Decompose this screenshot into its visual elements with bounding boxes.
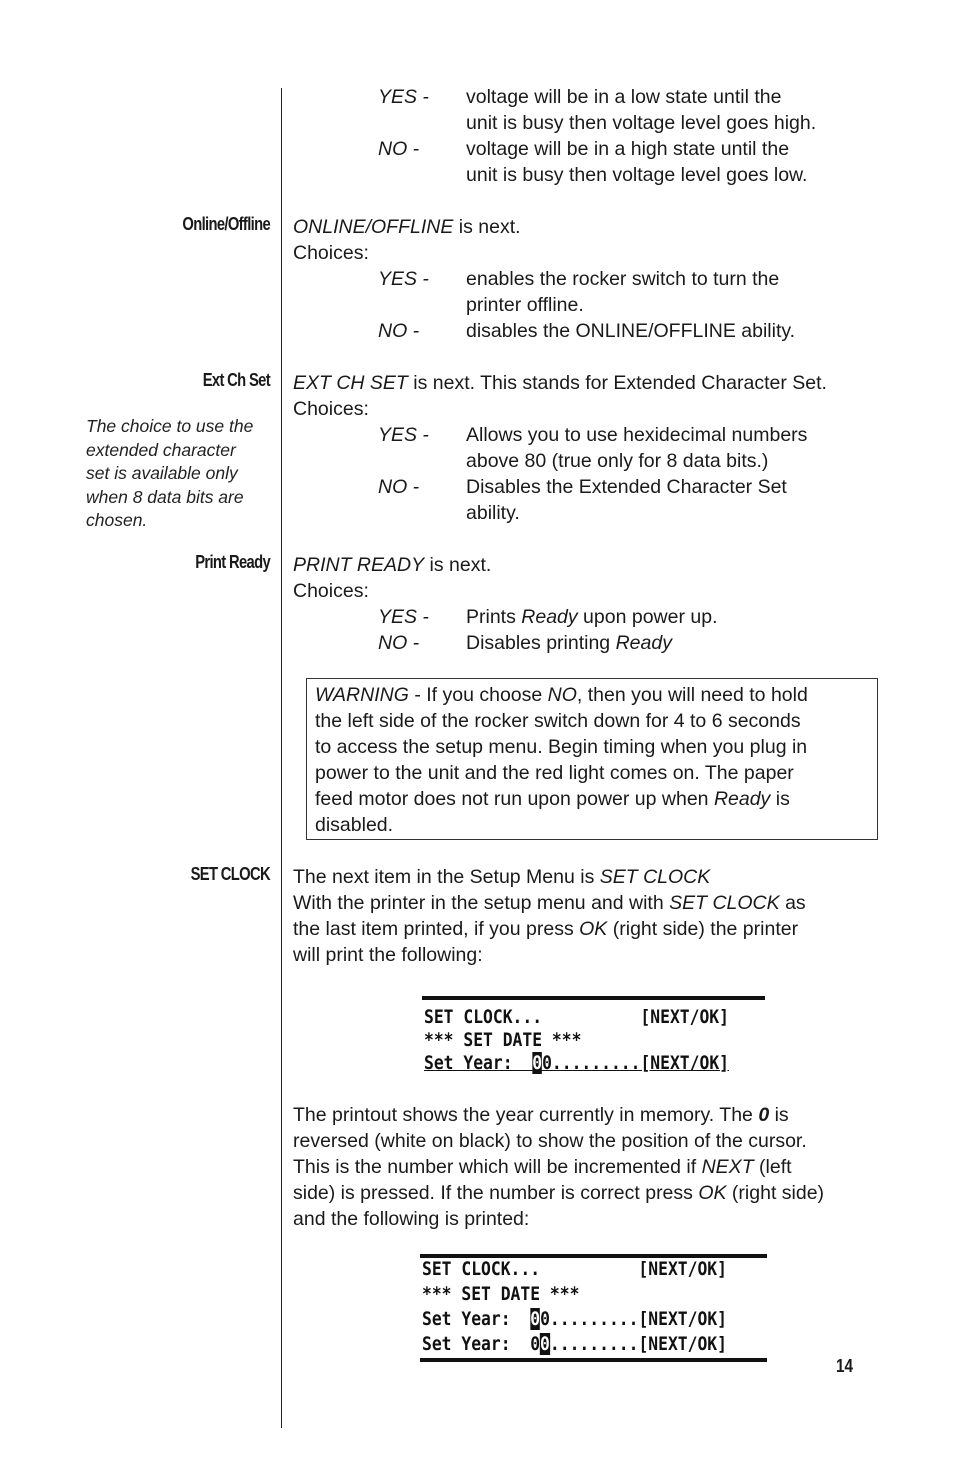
text-run: feed motor does not run upon power up when [315, 788, 714, 810]
set-clock-para2-line: reversed (white on black) to show the position of the cursor. [293, 1130, 807, 1152]
text-run: This is the number which will be incremented if [293, 1156, 702, 1178]
warning-line: to access the setup menu. Begin timing when you plug in [315, 736, 808, 758]
text-run: upon power up. [577, 606, 718, 628]
text-run: The next item in the Setup Menu is [293, 866, 600, 888]
ok-word: OK [579, 918, 608, 940]
print-ready-no-label: NO - [378, 632, 420, 654]
zero-word: 0 [758, 1104, 770, 1126]
margin-rule [281, 88, 282, 1428]
printout-sample-2 [420, 1254, 767, 1362]
text-run: (right side) the printer [607, 918, 799, 940]
warning-line: the left side of the rocker switch down for 4 to 6 seconds [315, 710, 801, 732]
busy-no-label: NO - [378, 138, 420, 160]
warning-label: WARNING [315, 684, 409, 706]
set-clock-para1-line [293, 916, 798, 942]
cursor-digit: 0 [530, 1308, 541, 1330]
ext-no-label: NO - [378, 476, 420, 498]
printout-line: SET CLOCK... [NEXT/OK] [424, 1006, 729, 1028]
text-run: Disables printing [466, 632, 616, 654]
printout-line: *** SET DATE *** [422, 1283, 580, 1305]
ext-ch-set-choices: Choices: [293, 398, 369, 420]
sidehead-online-offline: Online/Offline [182, 214, 270, 234]
text-run: as [779, 892, 806, 914]
ext-yes-desc: Allows you to use hexidecimal numbers [466, 424, 808, 446]
ready-word: Ready [521, 606, 578, 628]
busy-no-desc-2: unit is busy then voltage level goes low. [466, 164, 808, 186]
sidehead-set-clock: SET CLOCK [190, 864, 270, 884]
sidehead-print-ready: Print Ready [195, 552, 270, 572]
online-no-label: NO - [378, 320, 420, 342]
busy-yes-desc: voltage will be in a low state until the [466, 86, 782, 108]
set-clock-para2-line [293, 1154, 792, 1180]
ok-word: OK [698, 1182, 727, 1204]
ext-no-desc: Disables the Extended Character Set [466, 476, 787, 498]
text-run: Set Year: [424, 1052, 533, 1074]
ready-word: Ready [713, 788, 771, 810]
text-run: is [769, 1104, 789, 1126]
text-run: is [770, 788, 790, 810]
note-line: extended character [86, 439, 236, 460]
ext-ch-set-intro [293, 370, 827, 396]
text-run: The printout shows the year currently in memory. The [293, 1104, 759, 1126]
sidehead-ext-ch-set: Ext Ch Set [202, 370, 270, 390]
online-yes-desc: enables the rocker switch to turn the [466, 268, 780, 290]
online-offline-name: ONLINE/OFFLINE [293, 216, 454, 238]
printout-line [424, 1052, 729, 1075]
cursor-digit: 0 [540, 1333, 550, 1355]
text-run: 0.........[NEXT/OK] [542, 1052, 729, 1074]
ext-no-desc-2: ability. [466, 502, 520, 524]
online-offline-intro [293, 214, 521, 240]
no-word: NO [547, 684, 577, 706]
set-clock-para2-line [293, 1102, 789, 1128]
set-clock-para1-line [293, 890, 806, 916]
online-offline-intro-rest: is next. [453, 216, 521, 238]
text-run: Prints [466, 606, 522, 628]
page-number: 14 [836, 1356, 854, 1376]
next-word: NEXT [701, 1156, 754, 1178]
print-ready-no-desc [466, 630, 672, 656]
text-run: With the printer in the setup menu and with [293, 892, 670, 914]
busy-yes-desc-2: unit is busy then voltage level goes high. [466, 112, 817, 134]
print-ready-yes-label: YES - [378, 606, 429, 628]
busy-yes-label: YES - [378, 86, 429, 108]
print-ready-intro-rest: is next. [424, 554, 492, 576]
print-ready-choices: Choices: [293, 580, 369, 602]
print-ready-yes-desc [466, 604, 718, 630]
set-clock-para2-line [293, 1180, 824, 1206]
text-run: side) is pressed. If the number is correct press [293, 1182, 699, 1204]
warning-line: disabled. [315, 814, 394, 836]
print-ready-name: PRINT READY [293, 554, 425, 576]
ready-word: Ready [615, 632, 672, 654]
text-run: - If you choose [408, 684, 548, 706]
text-run: the last item printed, if you press [293, 918, 580, 940]
ext-ch-set-name: EXT CH SET [293, 372, 408, 394]
busy-no-desc: voltage will be in a high state until the [466, 138, 790, 160]
text-run: .........[NEXT/OK] [549, 1333, 727, 1355]
text-run: , then you will need to hold [576, 684, 808, 706]
warning-line [315, 786, 790, 812]
online-no-desc: disables the ONLINE/OFFLINE ability. [466, 320, 796, 342]
text-run: Set Year: 0 [422, 1333, 541, 1355]
ext-ch-set-intro-rest: is next. This stands for Extended Character Set. [407, 372, 827, 394]
online-offline-choices: Choices: [293, 242, 369, 264]
note-line: chosen. [86, 510, 148, 530]
warning-box [306, 678, 878, 840]
printout-line [422, 1333, 727, 1356]
ext-yes-label: YES - [378, 424, 429, 446]
online-yes-label: YES - [378, 268, 429, 290]
set-clock-word: SET CLOCK [669, 892, 780, 914]
printout-line: SET CLOCK... [NEXT/OK] [422, 1258, 727, 1280]
set-clock-para2-line: and the following is printed: [293, 1208, 530, 1230]
printout-line [422, 1308, 727, 1331]
warning-line [315, 682, 808, 708]
ext-yes-desc-2: above 80 (true only for 8 data bits.) [466, 450, 769, 472]
note-line: set is available only [86, 463, 238, 483]
text-run: 0.........[NEXT/OK] [540, 1308, 727, 1330]
note-line: when 8 data bits are [86, 486, 244, 507]
text-run: (right side) [726, 1182, 825, 1204]
printout-line: *** SET DATE *** [424, 1029, 582, 1051]
set-clock-word: SET CLOCK [599, 866, 711, 888]
set-clock-para1-line: will print the following: [293, 944, 483, 966]
note-line: The choice to use the [86, 416, 254, 436]
printout-top-bar [422, 996, 765, 1000]
printout-bottom-bar [420, 1358, 767, 1362]
text-run: (left [753, 1156, 792, 1178]
text-run: Set Year: [422, 1308, 531, 1330]
set-clock-para1-line [293, 864, 710, 890]
cursor-digit: 0 [532, 1052, 543, 1074]
warning-line: power to the unit and the red light comes on. The paper [315, 762, 794, 784]
printout-sample-1 [422, 996, 765, 1080]
online-yes-desc-2: printer offline. [466, 294, 584, 316]
print-ready-intro [293, 552, 491, 578]
ext-ch-set-note [86, 415, 276, 533]
